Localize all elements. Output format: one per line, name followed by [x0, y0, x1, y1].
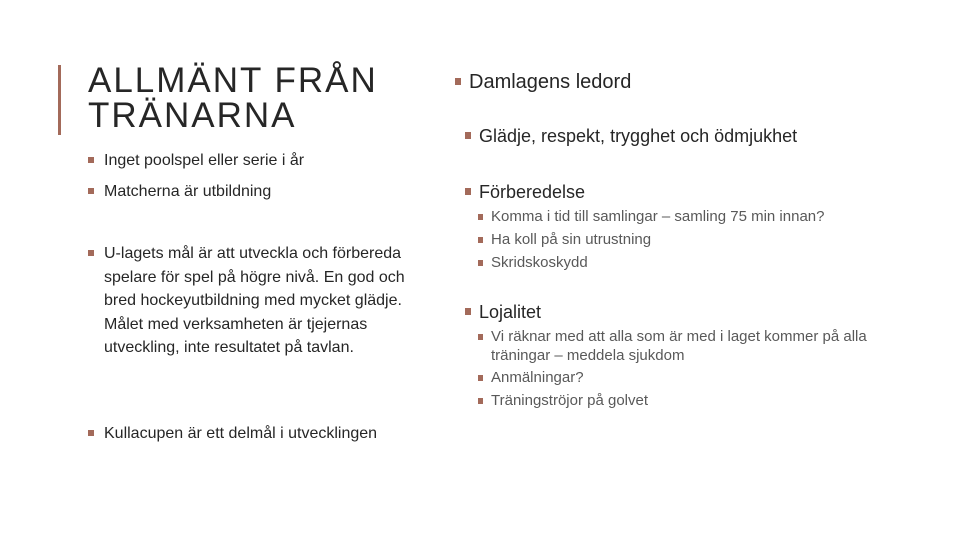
square-bullet-icon — [478, 214, 483, 220]
left-bullet-3 — [88, 242, 418, 360]
section-item-text: Vi räknar med att alla som är med i laget kommer på alla träningar – meddela sjukdom — [491, 328, 867, 364]
square-bullet-icon — [478, 334, 483, 340]
section-item — [478, 392, 918, 411]
section-title-forberedelse — [465, 180, 585, 204]
right-values-text: Glädje, respekt, trygghet och ödmjukhet — [479, 126, 798, 146]
section-title-text: Förberedelse — [479, 182, 586, 202]
square-bullet-icon — [478, 398, 483, 404]
section-item-text: Komma i tid till samlingar – samling 75 min innan? — [491, 208, 825, 225]
square-bullet-icon — [478, 260, 483, 266]
square-bullet-icon — [478, 237, 483, 243]
square-bullet-icon — [478, 375, 483, 381]
left-bullet-text: Inget poolspel eller serie i år — [104, 152, 305, 169]
left-bullet-2 — [88, 180, 418, 204]
square-bullet-icon — [88, 430, 94, 436]
section-title-text: Lojalitet — [479, 302, 542, 322]
square-bullet-icon — [465, 308, 471, 315]
right-heading-text: Damlagens ledord — [469, 71, 632, 93]
section-item-text: Ha koll på sin utrustning — [491, 231, 652, 248]
right-values — [465, 124, 797, 148]
square-bullet-icon — [88, 188, 94, 194]
section-item-text: Skridskoskydd — [491, 254, 588, 271]
title-accent-bar — [58, 65, 61, 135]
left-bullet-1 — [88, 149, 418, 173]
left-bullet-text: Kullacupen är ett delmål i utvecklingen — [104, 425, 378, 442]
square-bullet-icon — [88, 157, 94, 163]
left-bullet-text: Matcherna är utbildning — [104, 183, 272, 200]
section-item — [478, 208, 918, 227]
section-item — [478, 254, 918, 273]
square-bullet-icon — [465, 188, 471, 195]
left-bullet-4 — [88, 422, 448, 446]
right-heading — [455, 69, 631, 95]
section-item — [478, 328, 908, 365]
section-item — [478, 231, 918, 250]
section-item — [478, 369, 918, 388]
left-bullet-text: U-lagets mål är att utveckla och förbereda spelare för spel på högre nivå. En god och bred hockeyutbildning med mycket glädje. Målet med verksamheten är tjejernas utveckling, inte resultatet på tavlan. — [104, 245, 405, 356]
section-item-text: Träningströjor på golvet — [491, 392, 649, 409]
square-bullet-icon — [88, 250, 94, 256]
slide-title: ALLMÄNT FRÅN TRÄNARNA — [88, 61, 378, 135]
square-bullet-icon — [455, 78, 461, 85]
section-item-text: Anmälningar? — [491, 369, 584, 386]
section-title-lojalitet — [465, 300, 541, 324]
square-bullet-icon — [465, 132, 471, 139]
